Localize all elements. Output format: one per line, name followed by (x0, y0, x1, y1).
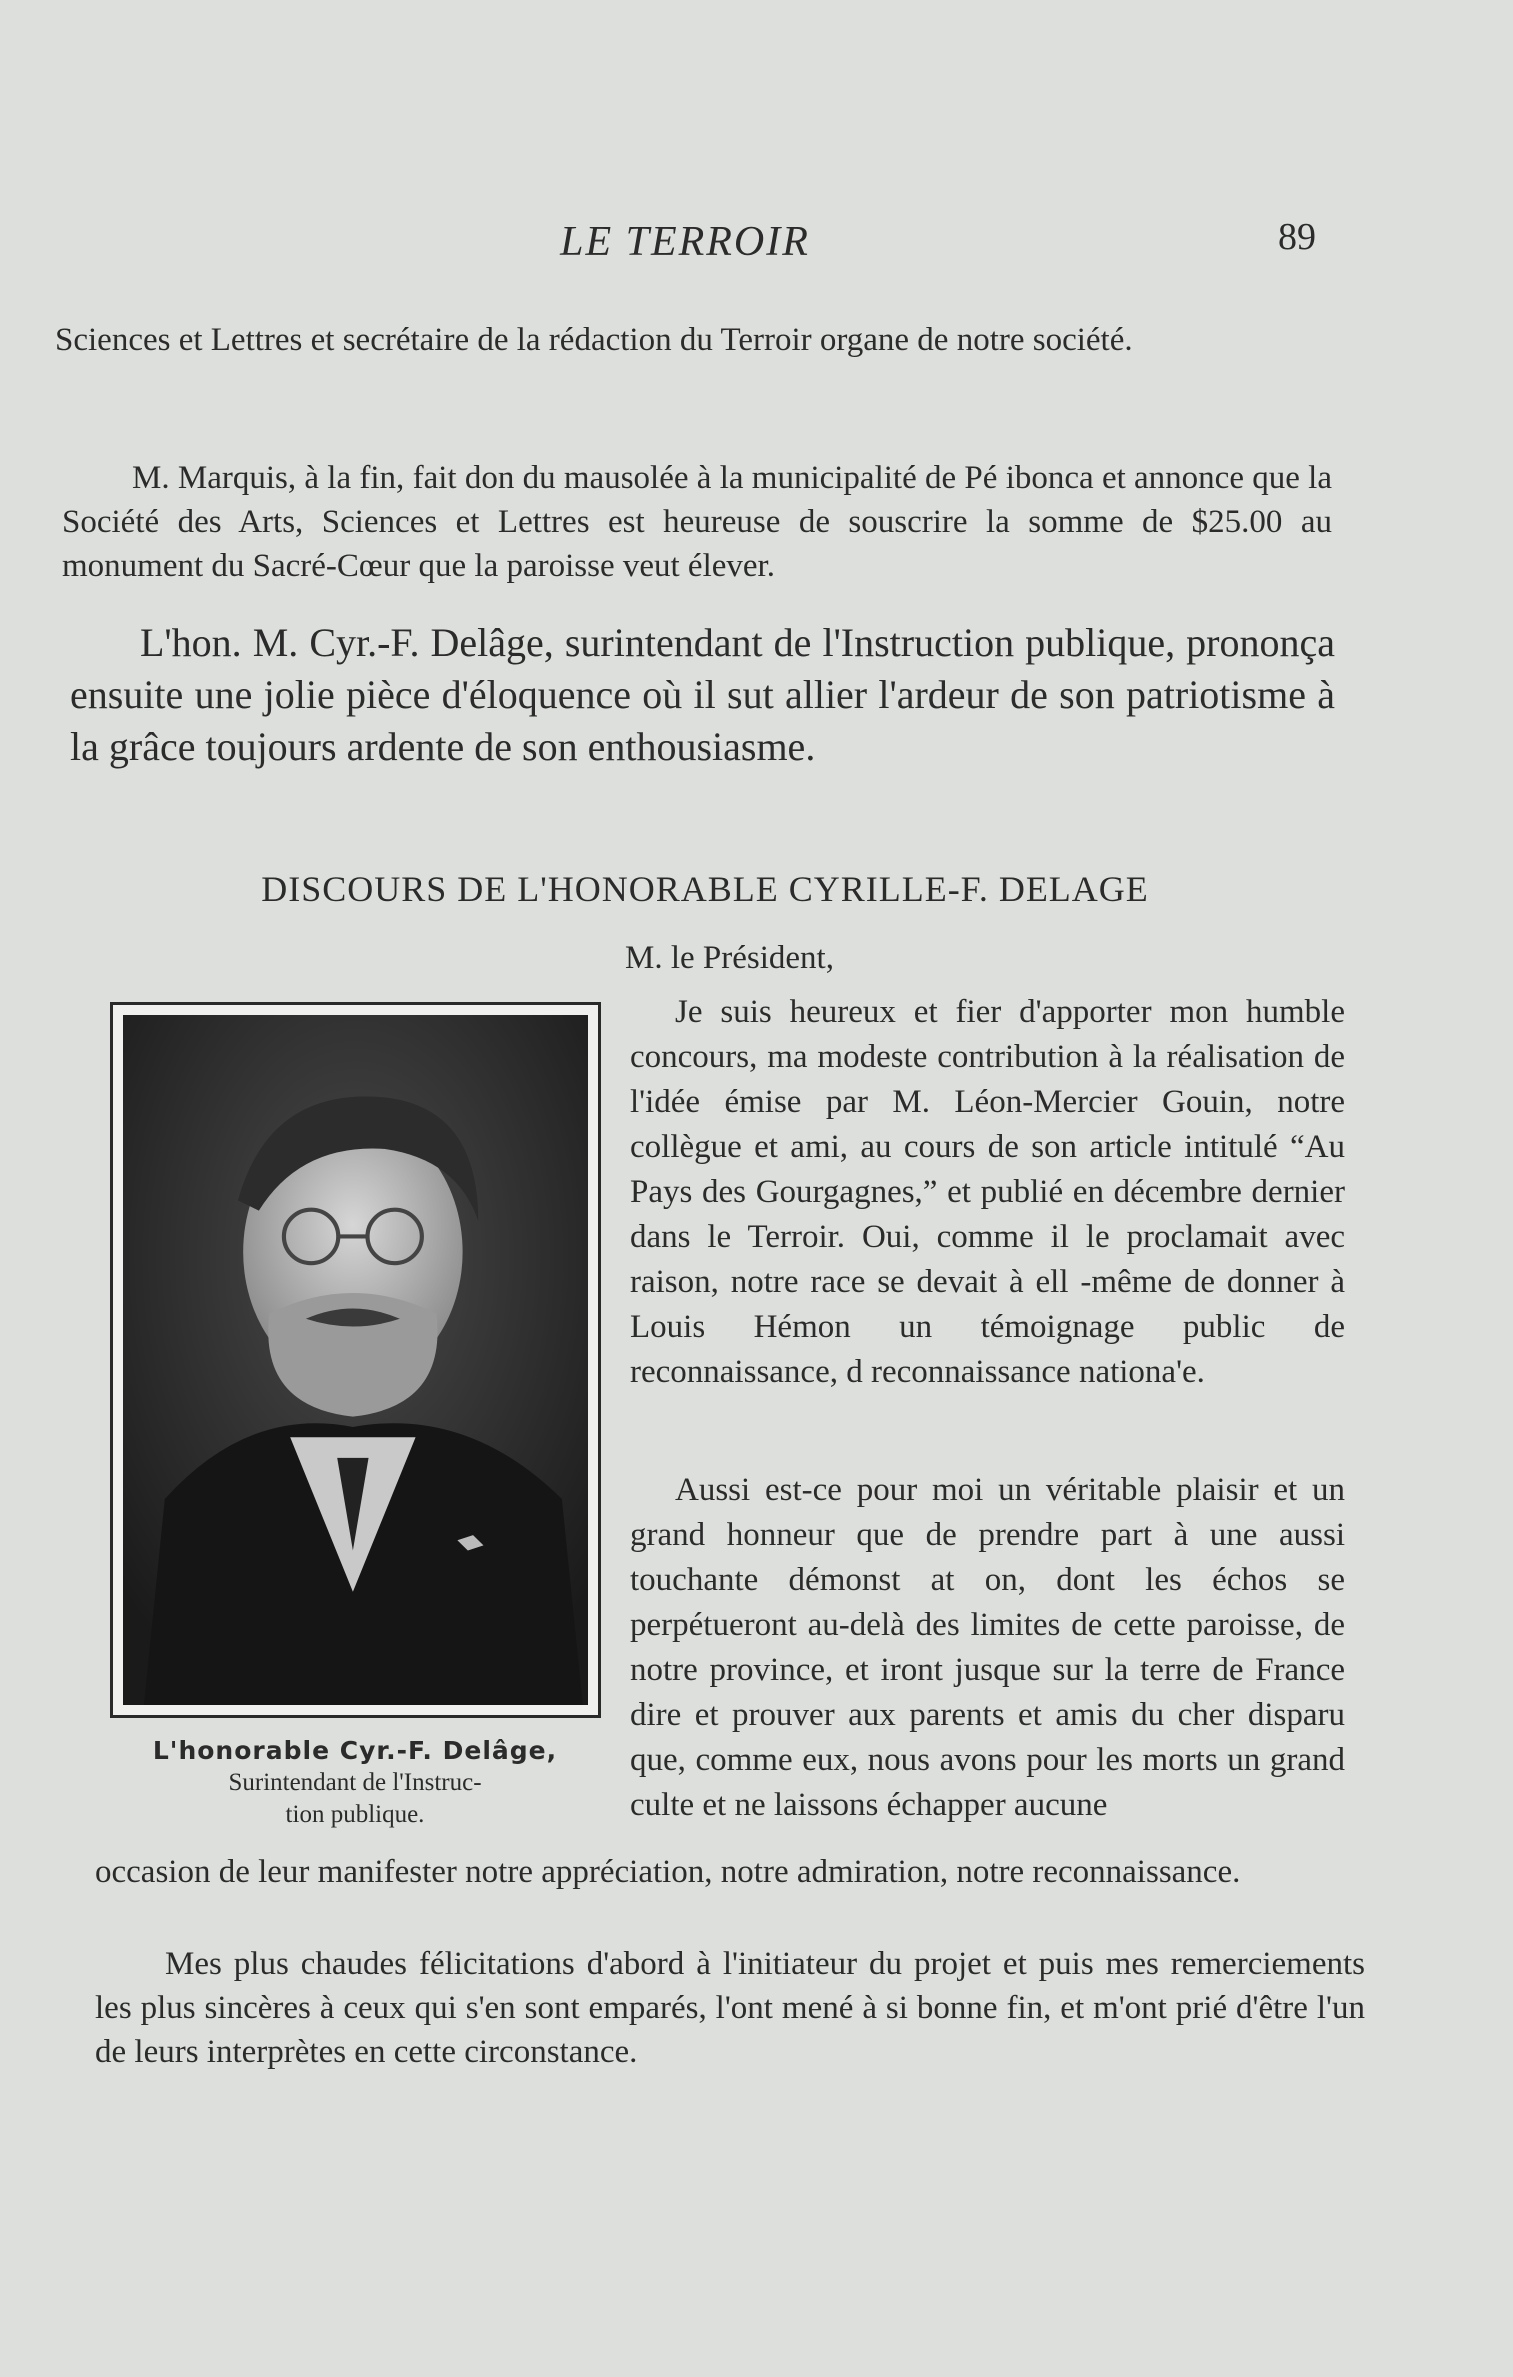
running-title: LE TERROIR (560, 219, 810, 265)
caption-role-line-2: tion publique. (285, 1801, 425, 1828)
paragraph-3: L'hon. M. Cyr.-F. Delâge, surintendant de l'Instruction publique, prononça ensuite une jolie pièce d'éloquence où il sut allier l'ardeur de son patriotisme à la grâce toujours ardente de son enthousiasme. (70, 620, 1335, 769)
caption-name: L'honorable Cyr.-F. Delâge, (152, 1736, 558, 1765)
portrait-photo (123, 1015, 588, 1705)
paragraph-2: M. Marquis, à la fin, fait don du mausolée à la municipalité de Pé ibonca et annonce que la Société des Arts, Sciences et Lettres est heureuse de souscrire la somme de $25.00 au monument du Sacré-Cœur que la paroisse veut élever. (62, 460, 1332, 584)
portrait-illustration (123, 1015, 588, 1705)
caption-role-line-1: Surintendant de l'Instruc- (228, 1769, 482, 1796)
portrait-caption (95, 1735, 615, 1831)
speech-column-paragraph-2: Aussi est-ce pour moi un véritable plaisir et un grand honneur que de prendre part à une aussi touchante démonst at on, dont les échos se perpétueront au-delà des limites de cette paroisse, de notre province, et iront jusque sur la terre de France dire et prouver aux parents et amis du cher disparu que, comme eux, nous avons pour les morts un grand culte et ne laissons échapper aucune (630, 1472, 1345, 1823)
page-number: 89 (1278, 216, 1316, 258)
speech-continuation: occasion de leur manifester notre appréciation, notre admiration, notre reconnaissance. (95, 1854, 1241, 1890)
portrait-frame (110, 1002, 601, 1718)
speech-salutation: M. le Président, (625, 940, 834, 976)
paragraph-1: Sciences et Lettres et secrétaire de la rédaction du Terroir organe de notre société. (55, 322, 1133, 358)
speech-column-paragraph-1: Je suis heureux et fier d'apporter mon humble concours, ma modeste contribution à la réalisation de l'idée émise par M. Léon-Mercier Gouin, notre collègue et ami, au cours de son article intitulé “Au Pays des Gourgagnes,” et publié en décembre dernier dans le Terroir. Oui, comme il le proclamait avec raison, notre race se devait à ell -même de donner à Louis Hémon un témoignage public de reconnaissance, d reconnaissance nationa'e. (630, 994, 1345, 1390)
speech-heading: DISCOURS DE L'HONORABLE CYRILLE-F. DELAGE (261, 869, 1149, 909)
speech-last-paragraph: Mes plus chaudes félicitations d'abord à l'initiateur du projet et puis mes remerciements les plus sincères à ceux qui s'en sont emparés, l'ont mené à si bonne fin, et m'ont prié d'être l'un de leurs interprètes en cette circonstance. (95, 1946, 1365, 2070)
